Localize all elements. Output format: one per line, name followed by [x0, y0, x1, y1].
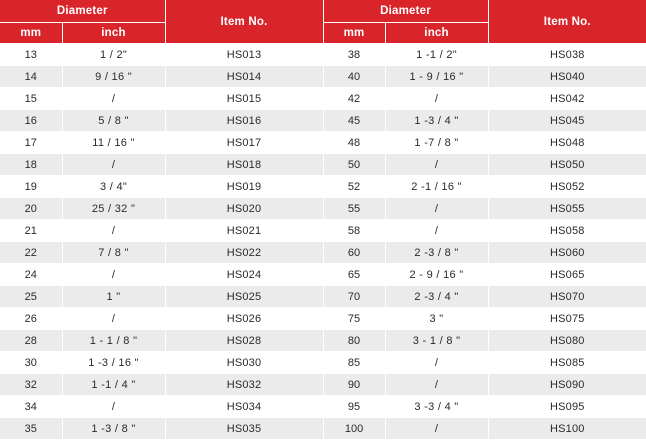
- cell-diameter-inch-right: 1 -7 / 8 ": [385, 132, 488, 154]
- cell-diameter-inch-left: 25 / 32 ": [62, 198, 165, 220]
- cell-diameter-mm-right: 90: [323, 374, 385, 396]
- cell-diameter-mm-right: 85: [323, 352, 385, 374]
- header-diameter-right: Diameter: [323, 0, 488, 23]
- header-inch-right: inch: [385, 23, 488, 44]
- cell-item-no-right: HS060: [488, 242, 646, 264]
- cell-item-no-left: HS015: [165, 88, 323, 110]
- cell-item-no-right: HS075: [488, 308, 646, 330]
- table-row: [0, 44, 646, 66]
- table-row: [0, 198, 646, 220]
- cell-diameter-mm-right: 65: [323, 264, 385, 286]
- cell-diameter-mm-right: 58: [323, 220, 385, 242]
- cell-diameter-mm-left: 25: [0, 286, 62, 308]
- cell-diameter-inch-right: /: [385, 374, 488, 396]
- cell-item-no-left: HS032: [165, 374, 323, 396]
- table-row: [0, 154, 646, 176]
- cell-item-no-right: HS095: [488, 396, 646, 418]
- cell-diameter-inch-right: /: [385, 418, 488, 440]
- header-item-no-left: Item No.: [165, 0, 323, 44]
- cell-diameter-mm-right: 55: [323, 198, 385, 220]
- cell-diameter-inch-left: /: [62, 396, 165, 418]
- cell-diameter-inch-right: /: [385, 198, 488, 220]
- cell-diameter-inch-right: /: [385, 352, 488, 374]
- cell-diameter-inch-right: 1 -1 / 2": [385, 44, 488, 66]
- cell-item-no-right: HS080: [488, 330, 646, 352]
- cell-item-no-right: HS055: [488, 198, 646, 220]
- cell-diameter-mm-left: 18: [0, 154, 62, 176]
- cell-diameter-mm-right: 60: [323, 242, 385, 264]
- cell-item-no-left: HS035: [165, 418, 323, 440]
- cell-diameter-inch-left: 1 -1 / 4 ": [62, 374, 165, 396]
- table-row: [0, 418, 646, 440]
- header-mm-right: mm: [323, 23, 385, 44]
- cell-diameter-mm-left: 26: [0, 308, 62, 330]
- cell-diameter-inch-right: /: [385, 88, 488, 110]
- cell-item-no-right: HS058: [488, 220, 646, 242]
- cell-diameter-mm-right: 52: [323, 176, 385, 198]
- cell-item-no-left: HS020: [165, 198, 323, 220]
- header-mm-left: mm: [0, 23, 62, 44]
- cell-diameter-inch-left: 1 -3 / 16 ": [62, 352, 165, 374]
- cell-diameter-inch-right: 1 -3 / 4 ": [385, 110, 488, 132]
- cell-diameter-inch-left: /: [62, 308, 165, 330]
- cell-item-no-left: HS030: [165, 352, 323, 374]
- cell-diameter-mm-left: 13: [0, 44, 62, 66]
- cell-item-no-left: HS013: [165, 44, 323, 66]
- cell-diameter-mm-right: 48: [323, 132, 385, 154]
- cell-diameter-mm-left: 28: [0, 330, 62, 352]
- cell-diameter-mm-left: 19: [0, 176, 62, 198]
- cell-diameter-inch-left: 9 / 16 ": [62, 66, 165, 88]
- cell-item-no-right: HS040: [488, 66, 646, 88]
- cell-diameter-mm-left: 24: [0, 264, 62, 286]
- cell-item-no-right: HS052: [488, 176, 646, 198]
- cell-item-no-left: HS014: [165, 66, 323, 88]
- cell-item-no-left: HS025: [165, 286, 323, 308]
- cell-diameter-inch-left: 3 / 4": [62, 176, 165, 198]
- table-row: [0, 88, 646, 110]
- cell-diameter-inch-left: 1 -3 / 8 ": [62, 418, 165, 440]
- table-row: [0, 330, 646, 352]
- table-row: [0, 352, 646, 374]
- cell-diameter-mm-right: 70: [323, 286, 385, 308]
- cell-item-no-right: HS090: [488, 374, 646, 396]
- table-row: [0, 264, 646, 286]
- cell-diameter-inch-right: 2 -3 / 4 ": [385, 286, 488, 308]
- header-item-no-right: Item No.: [488, 0, 646, 44]
- cell-item-no-right: HS100: [488, 418, 646, 440]
- table-row: [0, 396, 646, 418]
- cell-diameter-mm-left: 32: [0, 374, 62, 396]
- cell-diameter-mm-left: 35: [0, 418, 62, 440]
- cell-diameter-inch-left: /: [62, 154, 165, 176]
- cell-diameter-inch-left: 1 - 1 / 8 ": [62, 330, 165, 352]
- cell-item-no-right: HS085: [488, 352, 646, 374]
- cell-diameter-mm-left: 15: [0, 88, 62, 110]
- cell-diameter-mm-right: 80: [323, 330, 385, 352]
- cell-item-no-right: HS065: [488, 264, 646, 286]
- cell-item-no-left: HS022: [165, 242, 323, 264]
- cell-item-no-left: HS034: [165, 396, 323, 418]
- header-inch-left: inch: [62, 23, 165, 44]
- cell-diameter-inch-right: /: [385, 154, 488, 176]
- table-row: [0, 66, 646, 88]
- table-row: [0, 176, 646, 198]
- cell-diameter-inch-left: 11 / 16 ": [62, 132, 165, 154]
- cell-item-no-right: HS048: [488, 132, 646, 154]
- cell-item-no-left: HS024: [165, 264, 323, 286]
- table-row: [0, 132, 646, 154]
- cell-diameter-inch-left: /: [62, 88, 165, 110]
- table-row: [0, 308, 646, 330]
- cell-item-no-right: HS070: [488, 286, 646, 308]
- cell-item-no-left: HS026: [165, 308, 323, 330]
- cell-item-no-left: HS018: [165, 154, 323, 176]
- cell-item-no-right: HS042: [488, 88, 646, 110]
- table-header: [0, 0, 646, 44]
- cell-diameter-mm-left: 22: [0, 242, 62, 264]
- cell-diameter-inch-right: 3 -3 / 4 ": [385, 396, 488, 418]
- cell-diameter-inch-right: 2 -1 / 16 ": [385, 176, 488, 198]
- cell-diameter-mm-left: 34: [0, 396, 62, 418]
- cell-diameter-mm-right: 42: [323, 88, 385, 110]
- cell-diameter-mm-left: 17: [0, 132, 62, 154]
- cell-diameter-mm-right: 38: [323, 44, 385, 66]
- cell-diameter-mm-left: 20: [0, 198, 62, 220]
- table-row: [0, 242, 646, 264]
- cell-item-no-left: HS016: [165, 110, 323, 132]
- cell-diameter-mm-right: 45: [323, 110, 385, 132]
- cell-diameter-inch-left: 1 / 2": [62, 44, 165, 66]
- cell-diameter-mm-right: 75: [323, 308, 385, 330]
- cell-diameter-inch-right: /: [385, 220, 488, 242]
- cell-item-no-left: HS021: [165, 220, 323, 242]
- cell-diameter-mm-right: 100: [323, 418, 385, 440]
- table-body: [0, 44, 646, 440]
- cell-diameter-inch-right: 1 - 9 / 16 ": [385, 66, 488, 88]
- cell-item-no-right: HS038: [488, 44, 646, 66]
- cell-diameter-inch-right: 2 -3 / 8 ": [385, 242, 488, 264]
- table-header-row-top: [0, 0, 646, 23]
- cell-diameter-inch-left: /: [62, 220, 165, 242]
- cell-item-no-left: HS019: [165, 176, 323, 198]
- cell-diameter-inch-left: 1 ": [62, 286, 165, 308]
- cell-item-no-right: HS050: [488, 154, 646, 176]
- cell-item-no-left: HS028: [165, 330, 323, 352]
- cell-diameter-mm-left: 21: [0, 220, 62, 242]
- table-row: [0, 110, 646, 132]
- cell-diameter-mm-left: 16: [0, 110, 62, 132]
- cell-diameter-mm-right: 40: [323, 66, 385, 88]
- table-row: [0, 374, 646, 396]
- cell-diameter-mm-left: 30: [0, 352, 62, 374]
- cell-item-no-right: HS045: [488, 110, 646, 132]
- cell-diameter-mm-left: 14: [0, 66, 62, 88]
- cell-diameter-inch-left: 7 / 8 ": [62, 242, 165, 264]
- cell-diameter-inch-left: 5 / 8 ": [62, 110, 165, 132]
- table-row: [0, 286, 646, 308]
- header-diameter-left: Diameter: [0, 0, 165, 23]
- cell-diameter-inch-right: 3 ": [385, 308, 488, 330]
- cell-diameter-inch-right: 2 - 9 / 16 ": [385, 264, 488, 286]
- cell-diameter-inch-left: /: [62, 264, 165, 286]
- cell-item-no-left: HS017: [165, 132, 323, 154]
- cell-diameter-mm-right: 95: [323, 396, 385, 418]
- cell-diameter-mm-right: 50: [323, 154, 385, 176]
- cell-diameter-inch-right: 3 - 1 / 8 ": [385, 330, 488, 352]
- table-row: [0, 220, 646, 242]
